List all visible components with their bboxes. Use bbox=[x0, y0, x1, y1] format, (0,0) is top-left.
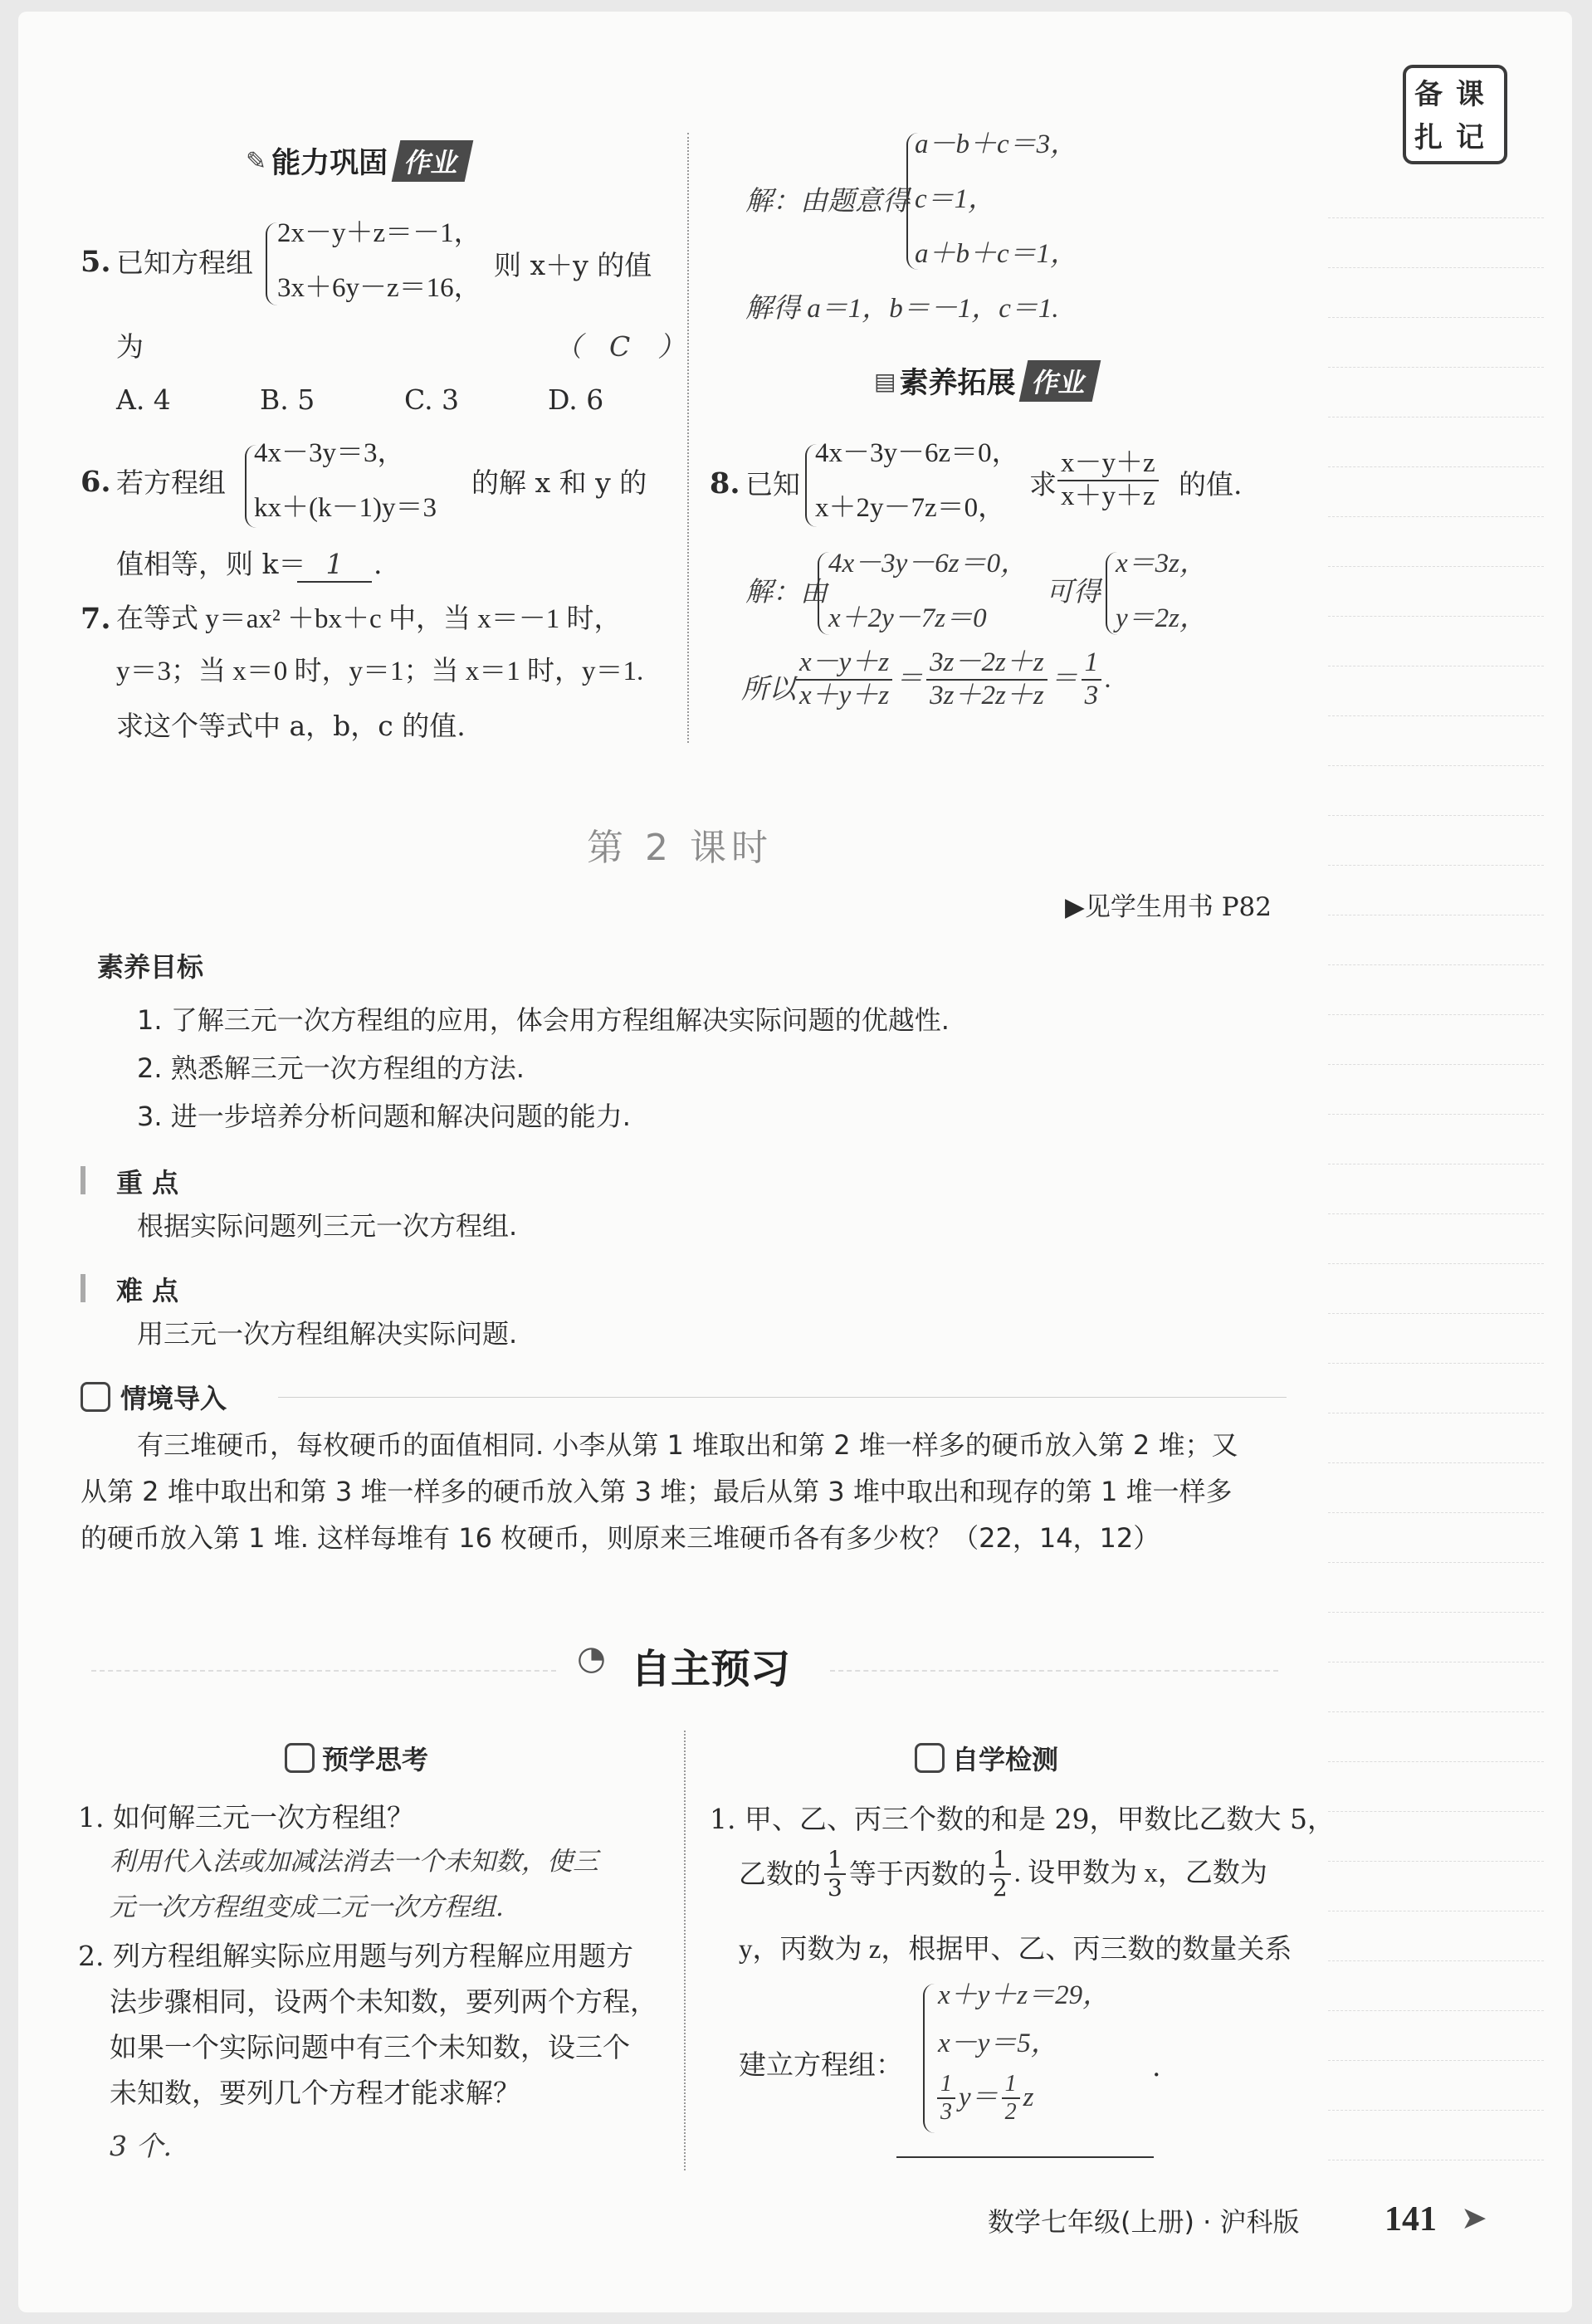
answer-underline bbox=[896, 2156, 1154, 2158]
check-text: 等于丙数的 bbox=[848, 1858, 986, 1891]
option-d: D. 6 bbox=[548, 383, 604, 416]
equals-sign: ＝ bbox=[896, 664, 924, 695]
stamp-char: 记 bbox=[1456, 121, 1484, 154]
column-divider bbox=[684, 1731, 686, 2170]
equation: 2x－y＋z＝－1， bbox=[277, 218, 481, 248]
think-answer: 利用代入法或加减法消去一个未知数，使三 bbox=[110, 1847, 598, 1877]
difficulty-bar bbox=[81, 1274, 85, 1302]
fraction-denominator: x＋y＋z bbox=[799, 680, 890, 710]
equation: 4x－3y－6z＝0， bbox=[815, 438, 1019, 468]
difficulty-heading: 难 点 bbox=[116, 1275, 179, 1306]
section-banner-consolidation bbox=[246, 141, 469, 181]
question-text: 的值. bbox=[1179, 468, 1243, 500]
column-divider bbox=[687, 133, 689, 743]
question-number: 8. bbox=[710, 466, 740, 500]
fraction-denominator: 3z＋2z＋z bbox=[930, 680, 1044, 710]
book-icon: ▤ bbox=[874, 367, 896, 395]
equation: x－y＝5， bbox=[938, 2029, 1058, 2058]
scenario-text: 从第 2 堆中取出和第 3 堆一样多的硬币放入第 3 堆；最后从第 3 堆中取出和现存的第 1 堆一样多 bbox=[81, 1476, 1233, 1507]
equation: kx＋(k－1)y＝3 bbox=[254, 493, 437, 523]
scenario-icon bbox=[81, 1382, 110, 1412]
fraction-numerator: x－y＋z bbox=[796, 647, 892, 681]
key-bar bbox=[81, 1166, 85, 1194]
solution-text: 可得 bbox=[1046, 575, 1101, 608]
fraction-numerator: 1 bbox=[824, 1847, 846, 1875]
option-c: C. 3 bbox=[404, 383, 460, 416]
answer-blank: 1 bbox=[297, 548, 372, 583]
think-question: 如果一个实际问题中有三个未知数，设三个 bbox=[110, 2031, 630, 2063]
option-a: A. 4 bbox=[116, 383, 171, 416]
scenario-text: 的硬币放入第 1 堆. 这样每堆有 16 枚硬币，则原来三堆硬币各有多少枚？（22，14，12） bbox=[81, 1522, 1160, 1554]
option-b: B. 5 bbox=[260, 383, 315, 416]
question-text: 的解 x 和 y 的 bbox=[471, 466, 647, 499]
check-icon bbox=[915, 1743, 945, 1773]
scenario-heading: 情境导入 bbox=[120, 1383, 227, 1414]
check-line bbox=[739, 1847, 1267, 1902]
question-text: y＝3；当 x＝0 时，y＝1；当 x＝1 时，y＝1. bbox=[116, 657, 644, 686]
section-banner-extension bbox=[874, 361, 1097, 401]
fraction-numerator: 1 bbox=[1002, 2071, 1020, 2099]
think-heading: 预学思考 bbox=[322, 1744, 429, 1775]
section-title: 能力巩固 bbox=[271, 147, 388, 180]
solution-result: 解得 a＝1，b＝－1，c＝1. bbox=[745, 294, 1059, 324]
equation: c＝1， bbox=[915, 184, 996, 214]
fraction-denominator: 3 bbox=[940, 2099, 952, 2126]
fraction-denominator: x＋y＋z bbox=[1061, 481, 1155, 511]
student-book-ref: ▶见学生用书 P82 bbox=[1065, 892, 1272, 922]
question-text: 则 x＋y 的值 bbox=[494, 249, 652, 281]
fraction-numerator: 1 bbox=[989, 1847, 1011, 1875]
preview-icon: ◔ bbox=[577, 1639, 606, 1677]
equation: 4x－3y＝3， bbox=[254, 438, 405, 468]
scenario-text: 有三堆硬币，每枚硬币的面值相同. 小李从第 1 堆取出和第 2 堆一样多的硬币放入第 2 堆；又 bbox=[137, 1429, 1238, 1461]
question-text: 在等式 y＝ax² ＋bx＋c 中，当 x＝－1 时， bbox=[116, 604, 622, 634]
fraction-numerator: 1 bbox=[1082, 647, 1102, 681]
pen-icon: ✎ bbox=[246, 146, 267, 176]
section-title: 素养拓展 bbox=[899, 367, 1016, 400]
fraction-denominator: 3 bbox=[1084, 680, 1099, 710]
fraction-numerator: x－y＋z bbox=[1057, 448, 1159, 481]
check-heading: 自学检测 bbox=[952, 1744, 1059, 1775]
equation bbox=[934, 2071, 1034, 2126]
equation: a－b＋c＝3， bbox=[915, 129, 1078, 159]
think-answer: 3 个. bbox=[110, 2130, 172, 2162]
homework-tag: 作业 bbox=[392, 140, 474, 182]
goal-item: 3. 进一步培养分析问题和解决问题的能力. bbox=[137, 1101, 631, 1132]
preview-rule-right bbox=[830, 1670, 1278, 1672]
difficulty-text: 用三元一次方程组解决实际问题. bbox=[137, 1318, 518, 1350]
question-text: 若方程组 bbox=[116, 466, 226, 499]
equation: x＋2y－7z＝0， bbox=[815, 493, 1006, 523]
check-text: y，丙数为 z，根据甲、乙、丙三数的数量关系 bbox=[739, 1935, 1292, 1965]
page-number: 141 bbox=[1384, 2200, 1437, 2239]
think-icon bbox=[285, 1743, 315, 1773]
solution-text: 解：由题意得 bbox=[745, 184, 910, 217]
equation: 3x＋6y－z＝16， bbox=[277, 273, 481, 303]
check-text: . 设甲数为 x，乙数为 bbox=[1013, 1858, 1267, 1889]
equation: 4x－3y－6z＝0， bbox=[828, 549, 1028, 579]
key-text: 根据实际问题列三元一次方程组. bbox=[137, 1210, 518, 1242]
think-question: 法步骤相同，设两个未知数，要列两个方程， bbox=[110, 1985, 657, 2018]
lesson-title: 第 2 课时 bbox=[587, 827, 773, 869]
think-question: 未知数，要列几个方程才能求解？ bbox=[110, 2077, 520, 2109]
solution-text: 解：由 bbox=[745, 575, 828, 608]
equation: a＋b＋c＝1， bbox=[915, 239, 1078, 269]
question-text: 已知方程组 bbox=[116, 247, 253, 279]
equation: x＝3z， bbox=[1116, 549, 1207, 579]
equals-sign: ＝ bbox=[1050, 664, 1078, 695]
check-text: 1. 甲、乙、丙三个数的和是 29，甲数比乙数大 5， bbox=[710, 1803, 1335, 1835]
question-text: 值相等，则 k＝ bbox=[116, 548, 306, 580]
question-text: 已知 bbox=[745, 468, 800, 500]
equation: y＝2z， bbox=[1116, 603, 1207, 633]
fraction-numerator: 1 bbox=[937, 2071, 955, 2099]
corner-arrow-icon: ➤ bbox=[1461, 2200, 1487, 2236]
stamp-char: 扎 bbox=[1414, 121, 1443, 154]
footer-book-title: 数学七年级(上册) · 沪科版 bbox=[988, 2206, 1300, 2238]
homework-tag: 作业 bbox=[1019, 360, 1101, 402]
think-answer: 元一次方程组变成二元一次方程组. bbox=[110, 1892, 504, 1922]
check-text: 乙数的 bbox=[739, 1858, 821, 1891]
preview-title: 自主预习 bbox=[631, 1646, 791, 1692]
question-number: 5. bbox=[81, 245, 111, 279]
question-text: 求 bbox=[1029, 468, 1057, 500]
equation-part: z bbox=[1023, 2082, 1034, 2113]
check-text: 建立方程组： bbox=[739, 2048, 903, 2081]
goal-item: 2. 熟悉解三元一次方程组的方法. bbox=[137, 1052, 525, 1084]
fraction-numerator: 3z－2z＋z bbox=[926, 647, 1047, 681]
lesson-notes-stamp bbox=[1403, 65, 1507, 164]
solution-text: 所以 bbox=[741, 672, 796, 705]
fraction-denominator: 3 bbox=[828, 1874, 842, 1902]
preview-rule-left bbox=[91, 1670, 556, 1672]
question-text: 为 bbox=[116, 330, 144, 363]
stamp-char: 备 bbox=[1414, 78, 1443, 111]
equation: x＋y＋z＝29， bbox=[938, 1980, 1111, 2010]
question-text: 求这个等式中 a，b，c 的值. bbox=[116, 710, 466, 742]
key-heading: 重 点 bbox=[116, 1167, 179, 1199]
goal-item: 1. 了解三元一次方程组的应用，体会用方程组解决实际问题的优越性. bbox=[137, 1004, 950, 1036]
period: . bbox=[1105, 664, 1112, 695]
period: . bbox=[1152, 2050, 1161, 2082]
equation: x＋2y－7z＝0 bbox=[828, 603, 987, 633]
scenario-rule bbox=[278, 1397, 1287, 1398]
fraction-denominator: 2 bbox=[992, 1874, 1008, 1902]
question-number: 6. bbox=[81, 465, 111, 499]
think-question: 2. 列方程组解实际应用题与列方程解应用题方 bbox=[78, 1940, 633, 1972]
fraction-denominator: 2 bbox=[1004, 2099, 1017, 2126]
think-question: 1. 如何解三元一次方程组？ bbox=[78, 1801, 414, 1833]
stamp-char: 课 bbox=[1456, 78, 1484, 111]
equation-part: y＝ bbox=[959, 2082, 999, 2113]
question-text: . bbox=[374, 548, 383, 580]
answer-choice: （ C ） bbox=[554, 330, 686, 363]
question-number: 7. bbox=[81, 602, 111, 636]
goals-heading: 素养目标 bbox=[97, 951, 204, 983]
